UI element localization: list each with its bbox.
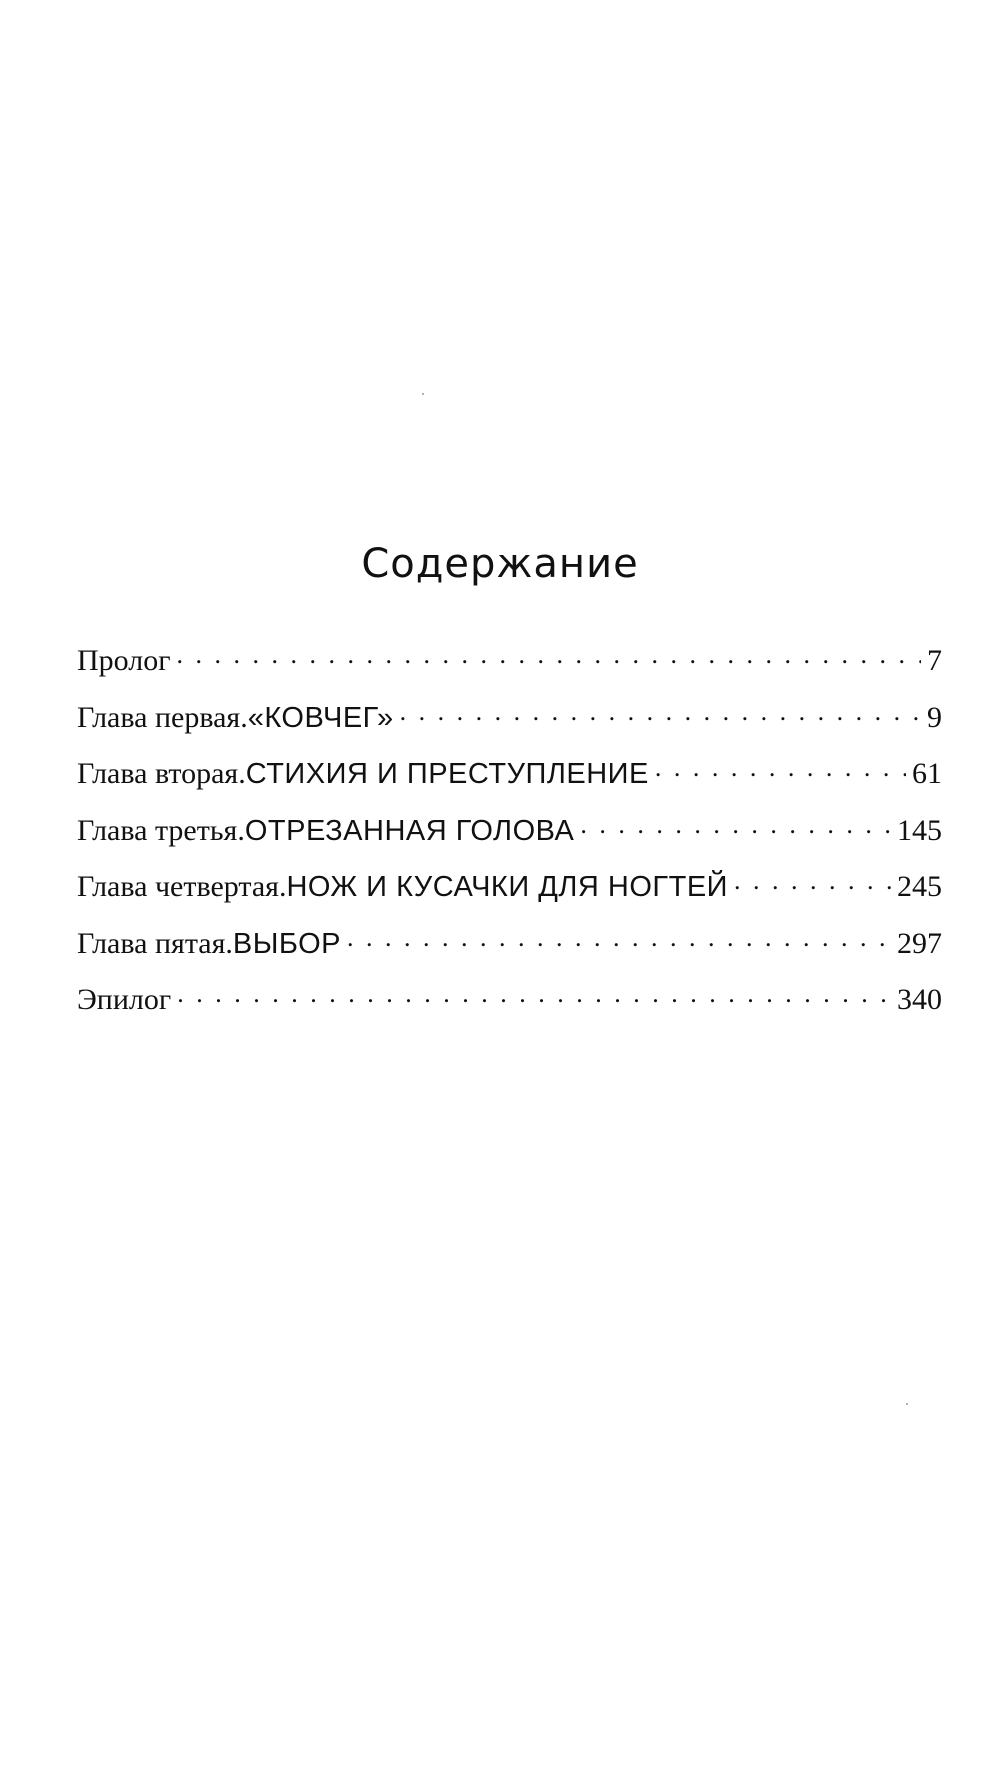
toc-entry-chapter-2[interactable] [77, 753, 942, 810]
entry-title: ОТРЕЗАННАЯ ГОЛОВА [244, 814, 575, 847]
dot-leader [580, 810, 891, 840]
entry-page-number: 297 [897, 926, 942, 960]
dot-leader [655, 753, 906, 783]
entry-page-number: 9 [927, 700, 942, 734]
entry-title: «КОВЧЕГ» [247, 701, 394, 734]
paper-speck [906, 1403, 908, 1405]
entry-label: Глава третья. [77, 813, 245, 847]
toc-entry-chapter-1[interactable] [77, 697, 942, 754]
toc-entry-chapter-5[interactable] [77, 923, 942, 980]
dot-leader [177, 979, 891, 1009]
toc-list [77, 640, 942, 1036]
entry-title: НОЖ И КУСАЧКИ ДЛЯ НОГТЕЙ [286, 871, 729, 903]
entry-title: СТИХИЯ И ПРЕСТУПЛЕНИЕ [245, 758, 649, 790]
dot-leader [177, 640, 921, 670]
entry-label: Пролог [77, 644, 171, 677]
entry-label: Эпилог [77, 983, 172, 1016]
toc-entry-prologue[interactable] [77, 640, 942, 697]
paper-speck [422, 393, 424, 395]
entry-label: Глава четвертая. [77, 870, 287, 903]
entry-label: Глава пятая. [77, 926, 233, 960]
entry-page-number: 61 [912, 757, 942, 790]
toc-heading: Содержание [361, 541, 639, 587]
entry-label: Глава первая. [77, 700, 248, 734]
toc-entry-chapter-4[interactable] [77, 866, 942, 923]
dot-leader [347, 923, 891, 953]
dot-leader [400, 697, 921, 727]
entry-page-number: 145 [897, 813, 942, 847]
toc-entry-chapter-3[interactable] [77, 810, 942, 867]
entry-label: Глава вторая. [77, 757, 246, 790]
entry-page-number: 7 [927, 644, 942, 677]
entry-page-number: 245 [897, 870, 942, 903]
entry-page-number: 340 [897, 983, 942, 1016]
toc-entry-epilogue[interactable] [77, 979, 942, 1036]
entry-title: ВЫБОР [232, 927, 342, 960]
dot-leader [734, 866, 891, 896]
